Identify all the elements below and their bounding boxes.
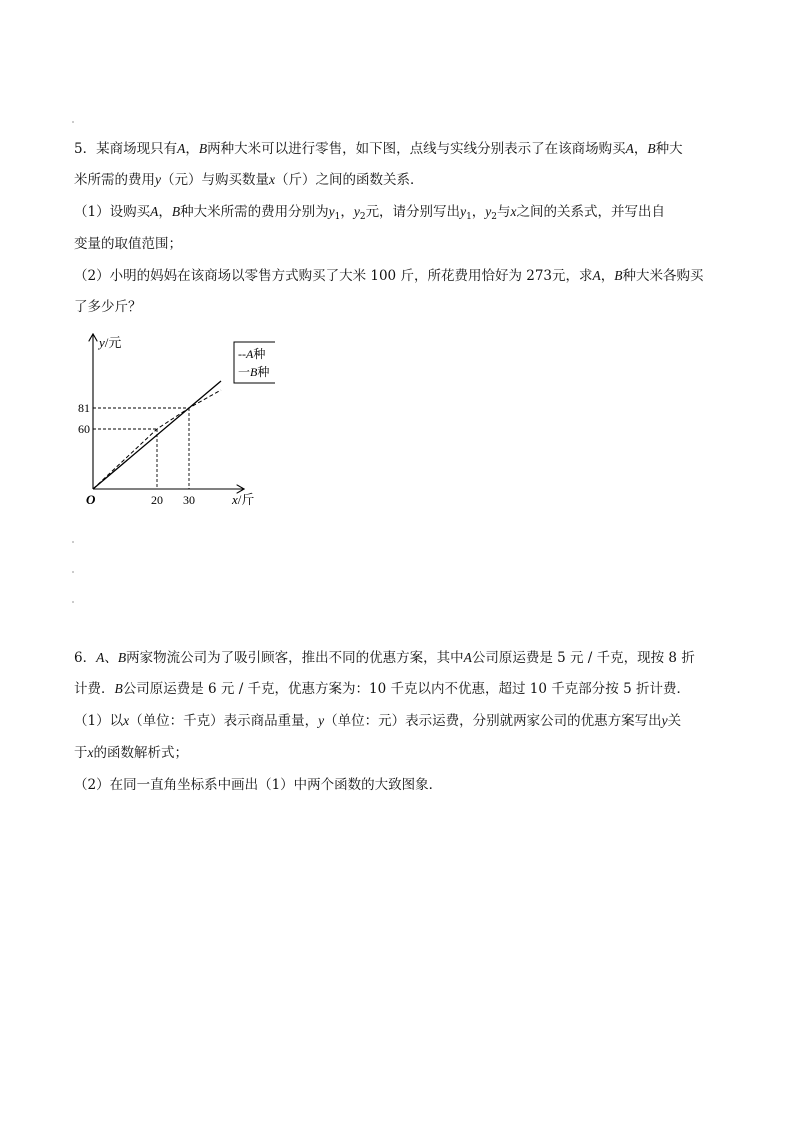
q5-line-2: 米所需的费用y（元）与购买数量x（斤）之间的函数关系． bbox=[74, 172, 424, 188]
speck bbox=[72, 601, 74, 603]
q6-line-1: 6．A、B两家物流公司为了吸引顾客，推出不同的优惠方案，其中A公司原运费是 5 元 / 千克，现按 8 折 bbox=[74, 650, 695, 666]
legend bbox=[234, 342, 275, 383]
y-tick-label-81: 81 bbox=[78, 401, 90, 415]
legend-item-b: 一B种 bbox=[238, 365, 270, 379]
series-lines bbox=[93, 381, 221, 489]
origin-label: O bbox=[86, 492, 96, 507]
y-axis-label: y/元 bbox=[99, 335, 122, 350]
y-tick-label-60: 60 bbox=[78, 422, 90, 436]
series-line-B bbox=[93, 381, 221, 489]
q5-part-1: （1）设购买A，B种大米所需的费用分别为$y_1$，$y_2$元，请分别写出$y_1$，$y_2$与x之间的关系式，并写出自 bbox=[74, 204, 666, 222]
x-axis-label: x/斤 bbox=[232, 492, 255, 507]
q5-line-1: 5．某商场现只有A，B两种大米可以进行零售，如下图，点线与实线分别表示了在该商场购买A，B种大 bbox=[74, 141, 683, 157]
x-tick-label-20: 20 bbox=[151, 493, 163, 507]
function-graph bbox=[75, 330, 275, 515]
q5-line-6: 了多少斤？ bbox=[74, 299, 142, 315]
speck bbox=[72, 541, 74, 543]
q6-line-4: 于x的函数解析式； bbox=[74, 745, 188, 761]
speck bbox=[72, 121, 74, 123]
q5-line-4: 变量的取值范围； bbox=[74, 236, 182, 252]
q6-line-2: 计费．B公司原运费是 6 元 / 千克，优惠方案为：10 千克以内不优惠，超过 10 千克部分按 5 折计费． bbox=[74, 681, 690, 697]
legend-item-a: --A种 bbox=[238, 347, 266, 361]
q5-part-2: （2）小明的妈妈在该商场以零售方式购买了大米 100 斤，所花费用恰好为 273元，求A，B种大米各购买 bbox=[74, 268, 704, 284]
q6-part-1: （1）以x（单位：千克）表示商品重量，y（单位：元）表示运费，分别就两家公司的优惠方案写出y关 bbox=[74, 713, 682, 729]
speck bbox=[72, 571, 74, 573]
x-tick-label-30: 30 bbox=[183, 493, 195, 507]
q6-part-2: （2）在同一直角坐标系中画出（1）中两个函数的大致图象． bbox=[74, 777, 443, 793]
